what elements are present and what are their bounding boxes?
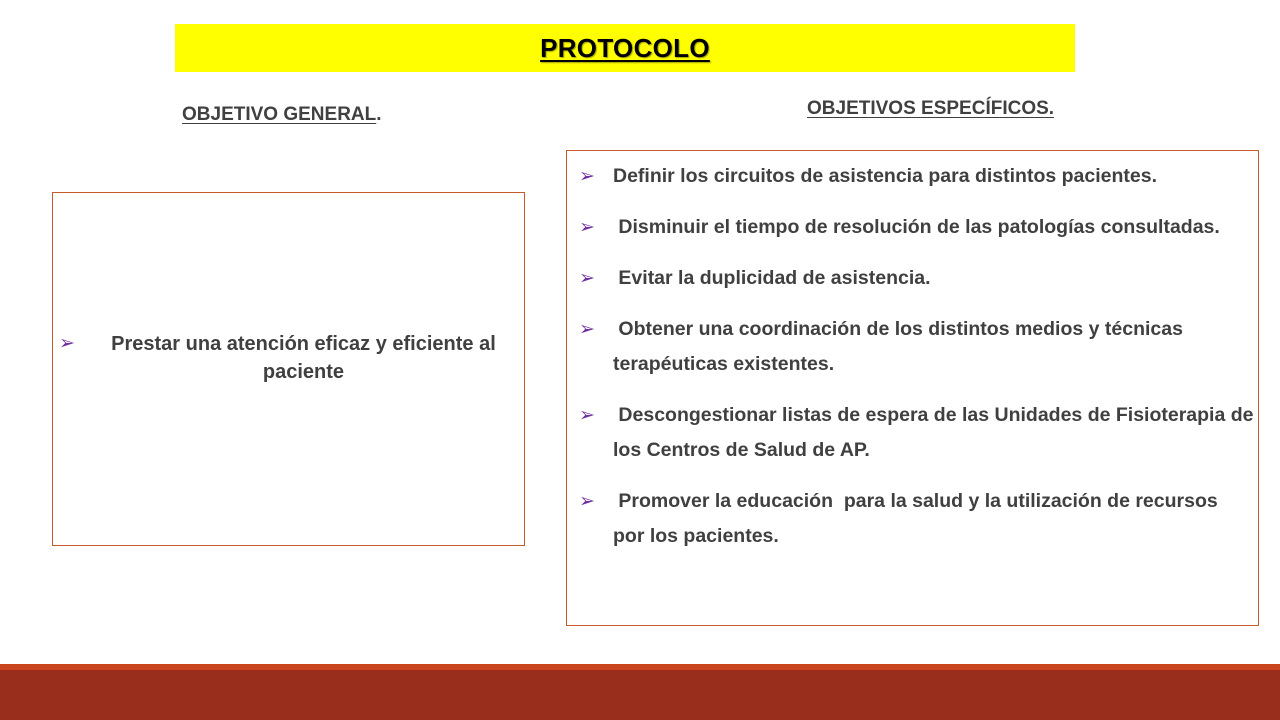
- specific-objective-item: [579, 312, 1254, 382]
- general-objective-box: [52, 192, 525, 546]
- arrow-bullet-icon: ➢: [579, 166, 595, 187]
- specific-objectives-heading: [807, 98, 1054, 120]
- specific-objective-text: Disminuir el tiempo de resolución de las patologías consultadas.: [613, 216, 1220, 238]
- specific-objective-text: Definir los circuitos de asistencia para distintos pacientes.: [613, 165, 1158, 187]
- arrow-bullet-icon: ➢: [579, 491, 595, 512]
- title-banner: [175, 24, 1075, 72]
- general-objective-heading: [182, 104, 382, 126]
- arrow-bullet-icon: ➢: [579, 405, 595, 426]
- specific-objectives-box: [566, 150, 1259, 626]
- specific-objective-text: Promover la educación para la salud y la utilización de recursos por los pacientes.: [613, 490, 1224, 547]
- general-objective-heading-suffix: .: [376, 104, 382, 125]
- specific-objective-item: [579, 261, 1254, 296]
- arrow-bullet-icon: ➢: [579, 217, 595, 238]
- specific-objective-item: [579, 398, 1259, 468]
- arrow-bullet-icon: ➢: [579, 268, 595, 289]
- specific-objective-text: Descongestionar listas de espera de las Unidades de Fisioterapia de los Centros de Salud de AP.: [613, 404, 1259, 461]
- specific-objectives-heading-text: OBJETIVOS ESPECÍFICOS.: [807, 98, 1055, 119]
- arrow-bullet-icon: ➢: [59, 333, 75, 354]
- general-objective-item: [53, 330, 524, 386]
- specific-objective-item: [579, 159, 1254, 194]
- specific-objective-item: [579, 210, 1254, 245]
- specific-objective-text: Evitar la duplicidad de asistencia.: [613, 267, 931, 289]
- general-objective-heading-text: OBJETIVO GENERAL: [182, 104, 377, 125]
- footer-bar: [0, 664, 1280, 720]
- specific-objective-item: [579, 484, 1254, 554]
- specific-objectives-list: [579, 159, 1259, 554]
- arrow-bullet-icon: ➢: [579, 319, 595, 340]
- specific-objective-text: Obtener una coordinación de los distintos medios y técnicas terapéuticas existentes.: [613, 318, 1189, 375]
- general-objective-text: Prestar una atención eficaz y eficiente al paciente: [111, 333, 496, 383]
- page-title: PROTOCOLO: [540, 32, 710, 63]
